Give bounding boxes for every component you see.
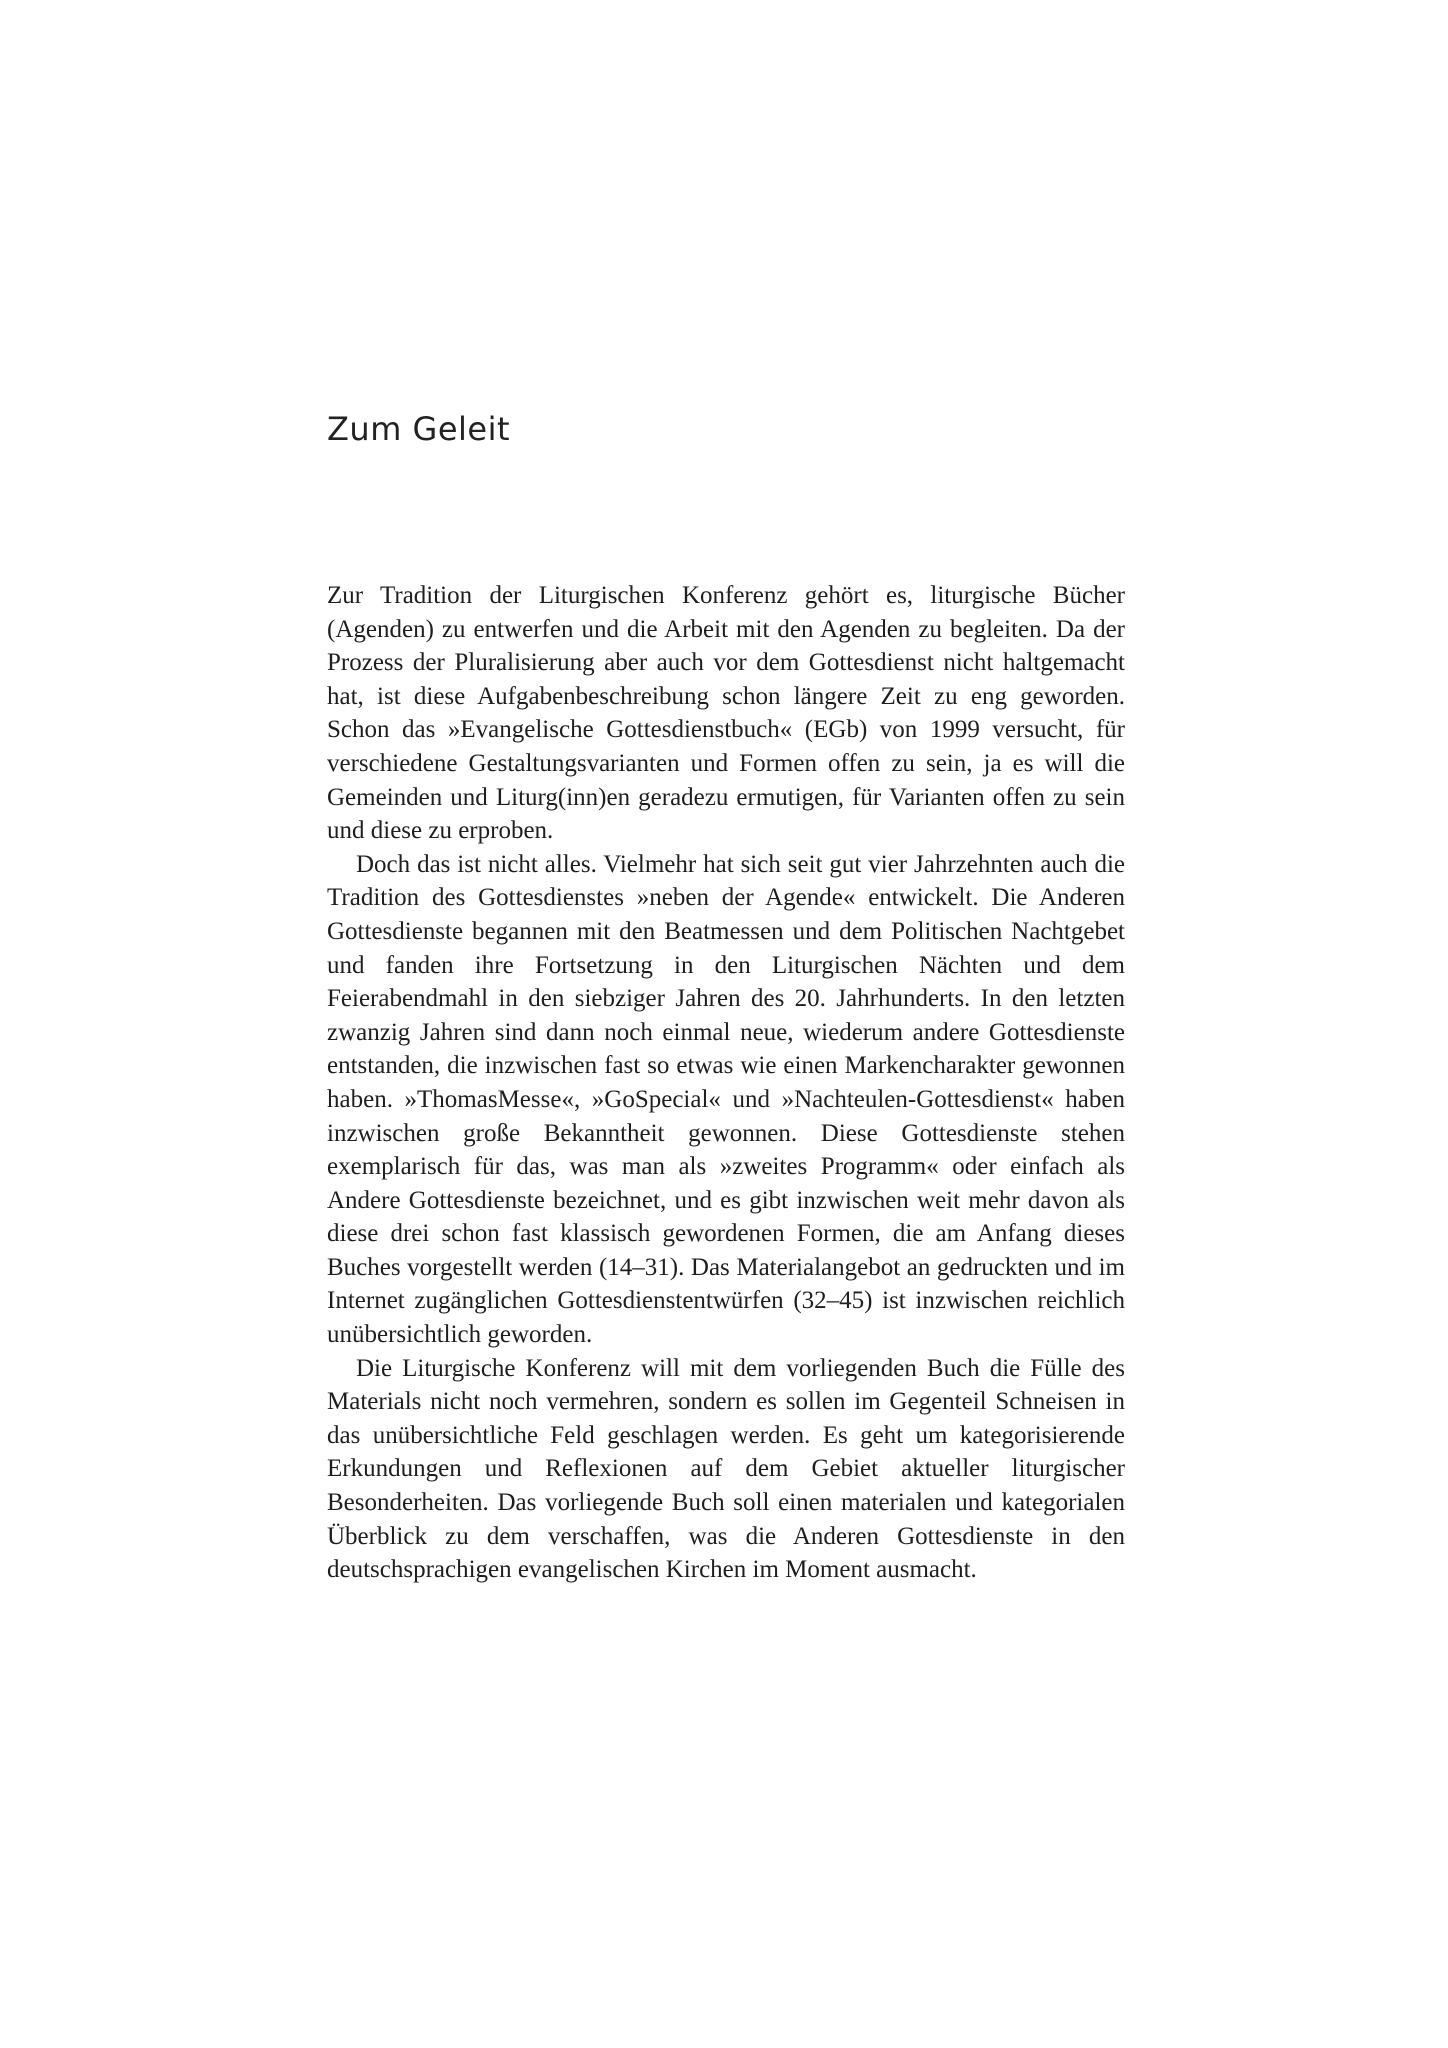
paragraph-3: Die Liturgische Konferenz will mit dem vorliegenden Buch die Fülle des Materials nicht noch vermehren, sondern es sollen im Gegenteil Schneisen in das unübersichtliche Feld geschlagen werden. Es geht um kategorisierende Erkundungen und Reflexionen auf dem Gebiet aktueller liturgischer Besonderheiten. Das vorliegende Buch soll einen materialen und kategorialen Überblick zu dem verschaffen, was die Anderen Gottesdienste in den deutschsprachigen evangelischen Kirchen im Moment ausmacht. bbox=[327, 1354, 1125, 1584]
paragraph-1: Zur Tradition der Liturgischen Konferenz gehört es, liturgische Bücher (Agenden) zu entwerfen und die Arbeit mit den Agenden zu begleiten. Da der Prozess der Pluralisierung aber auch vor dem Gottesdienst nicht haltgemacht hat, ist diese Aufgabenbeschreibung schon längere Zeit zu eng geworden. Schon das »Evangelische Gottesdienstbuch« (EGb) von 1999 versucht, für verschiedene Gestaltungsvarianten und Formen offen zu sein, ja es will die Gemeinden und Liturg(inn)en geradezu ermutigen, für Varianten offen zu sein und diese zu erproben. bbox=[327, 582, 1125, 845]
body-text bbox=[327, 579, 1125, 1587]
page-title: Zum Geleit bbox=[327, 410, 511, 448]
paragraph-2: Doch das ist nicht alles. Vielmehr hat sich seit gut vier Jahrzehnten auch die Tradition des Gottesdienstes »neben der Agende« entwickelt. Die Anderen Gottesdienste begannen mit den Beatmessen und dem Politischen Nachtgebet und fanden ihre Fortsetzung in den Liturgischen Nächten und dem Feierabendmahl in den siebziger Jahren des 20. Jahrhunderts. In den letzten zwanzig Jahren sind dann noch einmal neue, wiederum andere Gottesdienste entstanden, die inzwischen fast so etwas wie einen Markencharakter gewonnen haben. »ThomasMesse«, »GoSpecial« und »Nachteulen-Gottesdienst« haben inzwischen große Bekanntheit gewonnen. Diese Gottesdienste stehen exemplarisch für das, was man als »zweites Programm« oder einfach als Andere Gottesdienste bezeichnet, und es gibt inzwischen weit mehr davon als diese drei schon fast klassisch gewordenen Formen, die am Anfang dieses Buches vorgestellt werden (14–31). Das Materialangebot an gedruckten und im Internet zugänglichen Gottesdienstentwürfen (32–45) ist inzwischen reichlich unübersichtlich geworden. bbox=[327, 850, 1125, 1349]
